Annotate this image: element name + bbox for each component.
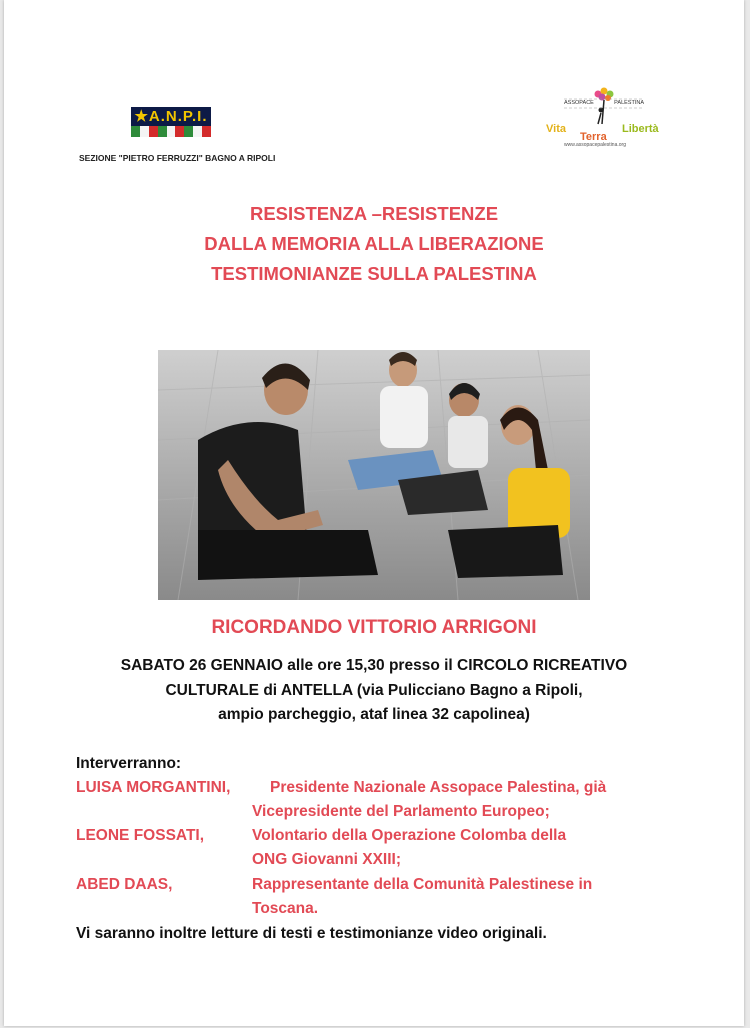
speakers-heading: Interverranno: (76, 755, 182, 772)
logo-terra: Terra (580, 131, 607, 143)
subtitle: RICORDANDO VITTORIO ARRIGONI (211, 617, 537, 638)
speaker-role-2-line-2: ONG Giovanni XXIII; (252, 851, 401, 868)
event-line-3: ampio parcheggio, ataf linea 32 capolinea) (218, 706, 530, 723)
italian-flag-icon (131, 126, 211, 137)
speaker-role-3-line-2: Toscana. (252, 900, 319, 917)
assopace-logo (544, 84, 664, 154)
palestina-word: PALESTINA (614, 100, 644, 106)
assopace-word: ASSOPACE (564, 100, 594, 106)
speaker-name-2: LEONE FOSSATI, (76, 827, 205, 844)
flyer-page (4, 0, 744, 1026)
speaker-role-1-line-2: Vicepresidente del Parlamento Europeo; (252, 803, 550, 820)
closing-note: Vi saranno inoltre letture di testi e testimonianze video originali. (76, 925, 547, 942)
logo-liberta: Libertà (622, 123, 659, 135)
speaker-role-1-line-1: Presidente Nazionale Assopace Palestina, già (270, 779, 607, 796)
event-line-1: SABATO 26 GENNAIO alle ore 15,30 presso il CIRCOLO RICREATIVO (120, 657, 628, 674)
logo-url: www.assopacepalestina.org (564, 142, 626, 148)
logo-vita: Vita (546, 123, 566, 135)
speaker-name-1: LUISA MORGANTINI, (76, 779, 231, 796)
anpi-logo-text: ★A.N.P.I. (131, 107, 211, 126)
speaker-name-3: ABED DAAS, (76, 876, 173, 893)
title-line-1: RESISTENZA –RESISTENZE (249, 203, 499, 224)
event-line-2: CULTURALE di ANTELLA (via Pulicciano Bagno a Ripoli, (165, 682, 583, 699)
title-line-2: DALLA MEMORIA ALLA LIBERAZIONE (204, 233, 544, 254)
speaker-role-2-line-1: Volontario della Operazione Colomba della (252, 827, 567, 844)
title-line-3: TESTIMONIANZE SULLA PALESTINA (211, 263, 537, 284)
speaker-role-3-line-1: Rappresentante della Comunità Palestinese in (252, 876, 593, 893)
event-photo (158, 350, 590, 600)
anpi-logo (131, 107, 211, 137)
section-label: SEZIONE "PIETRO FERRUZZI" BAGNO A RIPOLI (79, 153, 276, 163)
